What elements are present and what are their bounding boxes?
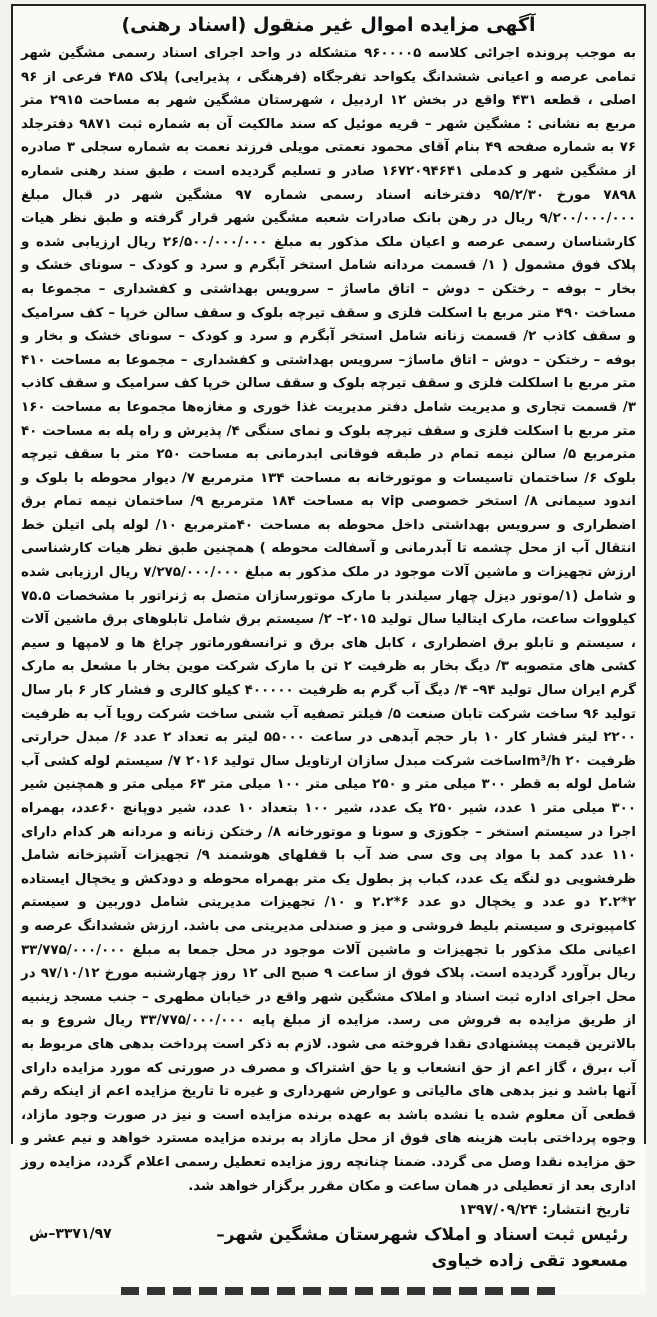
border-top (11, 4, 646, 6)
border-right (644, 4, 646, 1144)
signature-row (19, 1222, 638, 1274)
cropped-text-fragment (121, 1287, 561, 1295)
border-left (11, 4, 13, 1144)
notice-body: به موجب پرونده اجرائی کلاسه ۹۶۰۰۰۰۵ متشکله در واحد اجرای اسناد رسمی مشگین شهر تمامی عرصه و اعیانی ششدانگ یکواحد تفرجگاه (فرهنگی ، پذیرایی) پلاک ۴۸۵ فرعی از ۹۶ اصلی ، قطعه ۴۳۱ واقع در بخش ۱۲ اردبیل ، شهرستان مشگین شهر به مساحت ۲۹۱۵ متر مربع به نشانی : مشگین شهر – قریه موئیل که سند مالکیت آن به شماره ثبت ۹۸۷۱ دفترجلد ۷۶ به شماره صفحه ۴۹ بنام آقای محمود نعمتی مویلی فرزند نعمت به شماره سجلی ۳ صادره از مشگین شهر و کدملی ۱۶۷۲۰۹۴۶۴۱ صادر و تسلیم گردیده است ، طبق سند رهنی شماره ۷۸۹۸ مورخ ۹۵/۲/۳۰ دفترخانه اسناد رسمی شماره ۹۷ مشگین شهر در قبال مبلغ ۹/۲۰۰/۰۰۰/۰۰۰ ریال در رهن بانک صادرات شعبه مشگین شهر قرار گرفته و طبق نظر هیات کارشناسان رسمی عرصه و اعیان ملک مذکور به مبلغ ۲۶/۵۰۰/۰۰۰/۰۰۰ ریال ارزیابی شده و پلاک فوق مشمول ( ۱/ قسمت مردانه شامل استخر آبگرم و سرد و کودک – سونای خشک و بخار – بوفه – رختکن – دوش – اتاق ماساژ – سرویس بهداشتی و کفشداری – مجموعا به مساخت ۴۹۰ متر مربع با اسکلت فلزی و سقف تیرچه بلوک و سقف سالن خرپا – کف سرامیک و سقف کاذب ۲/ قسمت زنانه شامل استخر آبگرم و سرد و کودک – سونای خشک و بخار و بوفه – رختکن – دوش – اتاق ماساژ– سرویس بهداشتی و کفشداری – مجموعا به مساحت ۴۱۰ متر مربع با اسلکلت فلزی و سقف تیرچه بلوک و سقف سالن خرپا کف سرامیک و سقف کاذب ۳/ قسمت تجاری و مدیریت شامل دفتر مدیریت غذا خوری و مغازه‌ها مجموعا به مساحت ۱۶۰ متر مربع با اسکلت فلزی و سقف تیرچه بلوک و نمای سنگی ۴/ پذیرش و راه پله به مساحت ۴۰ مترمربع ۵/ سالن نیمه تمام در طبقه فوقانی ابدرمانی به مساحت ۲۵۰ متر با سقف تیرچه بلوک ۶/ ساختمان تاسیسات و موتورخانه به مساحت ۱۳۴ مترمربع ۷/ دیوار محوطه با بلوک و اندود سیمانی ۸/ استخر خصوصی vip به مساحت ۱۸۴ مترمربع ۹/ ساختمان نیمه تمام برق اضطراری و سرویس بهداشتی داخل محوطه به مساحت ۴۰مترمربع ۱۰/ لوله پلی اتیلن خط انتقال آب از محل چشمه تا آبدرمانی و آسفالت محوطه ) همچنین طبق نظر هیات کارشناسی ارزش تجهیزات و ماشین آلات موجود در ملک مذکور به مبلغ ۷/۲۷۵/۰۰۰/۰۰۰ ریال ارزیابی شده و شامل (۱/موتور دیزل چهار سیلندر با مارک موتورسازان متصل به ژنراتور با مشخصات ۷۵.۵ کیلووات ساعت، مارک ایتالیا سال تولید ۲۰۱۵– ۲/ سیستم برق شامل تابلوهای برق ماشین آلات ، سیستم و تابلو برق اضطراری ، کابل های برق و ترانسفورماتور چراغ ها و لامپها و سیم کشی های متصوبه ۳/ دیگ بخار به ظرفیت ۲ تن با مارک شرکت موین بخار با مشعل به مارک گرم ایران سال تولید ۹۴– ۴/ دیگ آب گرم به ظرفیت ۴۰۰۰۰۰ کیلو کالری و فشار کار ۶ بار سال تولید ۹۶ ساخت شرکت تابان صنعت ۵/ فیلتر تصفیه آب شنی ساخت شرکت رویا آب به ظرفیت ۲۲۰۰ لیتر فشار کار ۱۰ بار حجم آبدهی در ساعت ۵۵۰۰۰ لیتر به تعداد ۲ عدد ۶/ مبدل حرارتی ظرفیت m³/h ۲۰اساخت شرکت مبدل سازان ارتاویل سال تولید ۲۰۱۶ ۷/ سیستم لوله کشی آب شامل لوله به قطر ۳۰۰ میلی متر و ۲۵۰ میلی متر ۱۰۰ میلی متر ۶۳ میلی متر و همچنین شیر ۳۰۰ میلی متر ۱ عدد، شیر ۲۵۰ یک عدد، شیر ۱۰۰ بتعداد ۱۰ عدد، شیر دوپانچ ۶۰عدد، بهمراه اجرا در سیستم استخر – جکوزی و سونا و موتورخانه ۸/ رختکن زنانه و مردانه هر کدام دارای ۱۱۰ عدد کمد با مواد پی وی سی ضد آب با قفلهای هوشمند ۹/ تجهیزات آشپزخانه شامل ظرفشویی دو لنگه یک عدد، کباب پز بطول یک متر بهمراه محوطه و دودکش و یخچال ایستاده ۲*۲.۲ دو عدد و یخچال دو عدد ۶*۲.۲ و ۱۰/ تجهیزات مدیریتی شامل دوربین و سیستم کامپیوتری و سیستم بلیط فروشی و میز و صندلی مدیریتی می باشد. ارزش ششدانگ عرصه و اعیانی ملک مذکور با تجهیزات و ماشین آلات موجود در محل جمعا به مبلغ ۳۳/۷۷۵/۰۰۰/۰۰۰ ریال برآورد گردیده است. پلاک فوق از ساعت ۹ صبح الی ۱۲ روز چهارشنبه مورخ ۹۷/۱۰/۱۲ در محل اجرای اداره ثبت اسناد و املاک مشگین شهر واقع در خیابان مطهری – جنب مسجد زینبیه از طریق مزایده به فروش می رسد. مزایده از مبلغ پایه ۳۳/۷۷۵/۰۰۰/۰۰۰ ریال شروع و به بالاترین قیمت پیشنهادی نقدا فروخته می شود. لازم به ذکر است پرداخت بدهی های مربوط به آب ،برق ، گاز اعم از حق انشعاب و یا حق اشتراک و مصرف در صورتی که مورد مزایده دارای آنها باشد و نیز بدهی های مالیاتی و عوارض شهرداری و غیره تا تاریخ مزایده اعم از اینکه رقم قطعی آن معلوم شده یا نشده باشد به عهده برنده مزایده است و نیز در صورت وجود مازاد، وجوه پرداختی بابت هزینه های فوق از محل مازاد به برنده مزایده مسترد خواهد و نیم عشر و حق مزایده نقدا وصل می گردد. ضمنا چنانچه روز مزایده تعطیل رسمی اعلام گردد، مزایده روز اداری بعد از تعطیلی در همان ساعت و مکان مقرر برگزار خواهد شد. (21, 46, 637, 1194)
publish-date: تاریخ انتشار: ۱۳۹۷/۰۹/۲۴ (458, 1202, 630, 1219)
signature-block (216, 1222, 628, 1274)
cropped-next-line (11, 1281, 646, 1295)
signer-name: مسعود تقی زاده خیاوی (431, 1251, 628, 1272)
notice-title: آگهی مزایده اموال غیر منقول (اسناد رهنی) (121, 14, 536, 36)
signer-title: رئیس ثبت اسناد و املاک شهرستان مشگین شهر– (216, 1225, 628, 1246)
reference-code: ۳۳۷۱/۹۷–ش (29, 1226, 112, 1243)
auction-notice (11, 4, 646, 1295)
